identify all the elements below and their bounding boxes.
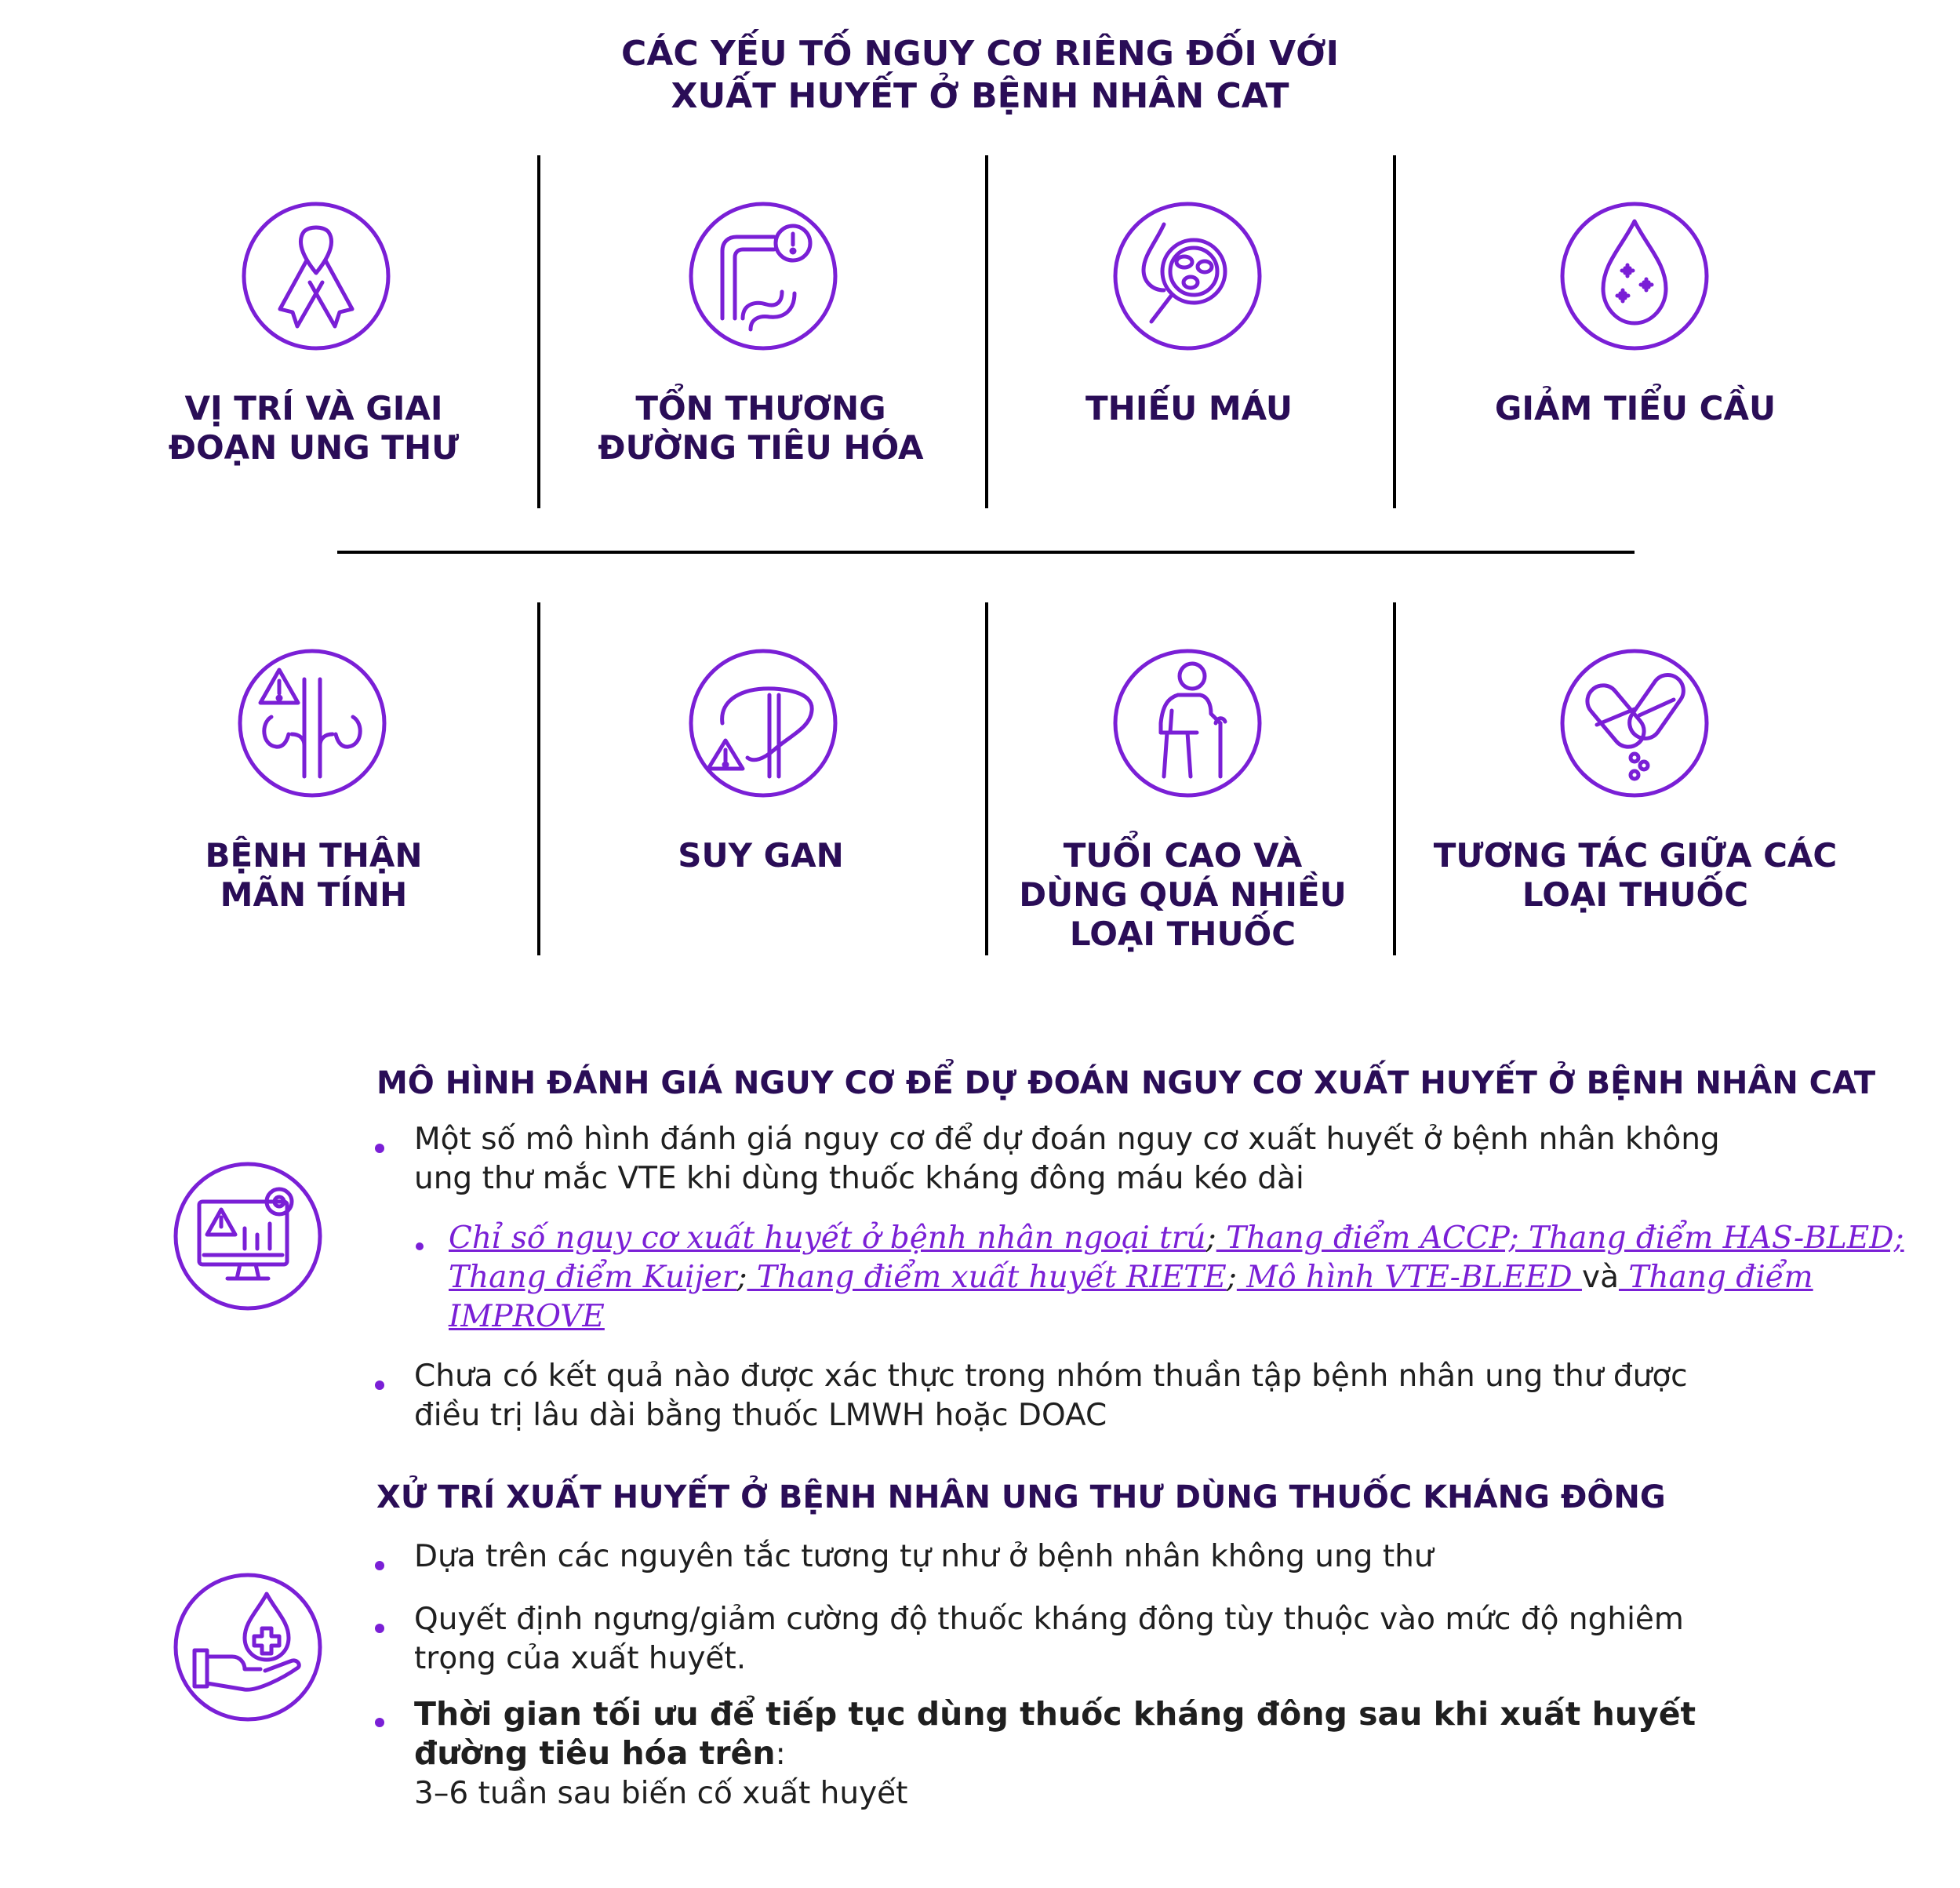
bullet-line: trọng của xuất huyết. bbox=[414, 1641, 747, 1676]
bullet-line-bold: Thời gian tối ưu để tiếp tục dùng thuốc kháng đông sau khi xuất huyết bbox=[414, 1695, 1696, 1733]
label-line: BỆNH THẬN bbox=[205, 836, 423, 875]
label-line: VỊ TRÍ VÀ GIAI bbox=[184, 389, 443, 427]
separator: ; bbox=[1226, 1260, 1237, 1295]
bullet-same-principles: Dựa trên các nguyên tắc tương tự như ở bệnh nhân không ung thư bbox=[414, 1539, 1434, 1574]
row-separator bbox=[337, 551, 1635, 554]
bullet-optimal-timing bbox=[414, 1694, 1904, 1813]
risk-factor-label bbox=[1396, 389, 1875, 428]
link-improve-score-cont[interactable]: IMPROVE bbox=[449, 1299, 605, 1334]
title-line-1: CÁC YẾU TỐ NGUY CƠ RIÊNG ĐỐI VỚI bbox=[621, 34, 1339, 74]
label-line: DÙNG QUÁ NHIỀU bbox=[1019, 875, 1347, 914]
link-kuijer-score[interactable]: Thang điểm Kuijer bbox=[449, 1260, 737, 1295]
link-vte-bleed[interactable]: Mô hình VTE-BLEED bbox=[1236, 1260, 1582, 1295]
label-line: TƯƠNG TÁC GIỮA CÁC bbox=[1433, 836, 1838, 875]
bullet-line: điều trị lâu dài bằng thuốc LMWH hoặc DOAC bbox=[414, 1398, 1107, 1433]
bullet-dot bbox=[375, 1144, 384, 1153]
liver-icon bbox=[688, 648, 838, 798]
bullet-dot bbox=[375, 1624, 384, 1633]
label-line: MÃN TÍNH bbox=[220, 875, 408, 914]
bullet-risk-models bbox=[414, 1120, 1904, 1199]
label-line: LOẠI THUỐC bbox=[1522, 875, 1749, 914]
conjunction: và bbox=[1581, 1260, 1619, 1295]
risk-factor-label bbox=[541, 389, 980, 467]
link-accp-has-bled[interactable]: Thang điểm ACCP; Thang điểm HAS-BLED; bbox=[1216, 1220, 1904, 1256]
link-improve-score[interactable]: Thang điểm bbox=[1618, 1260, 1813, 1295]
risk-factor-label bbox=[63, 389, 565, 467]
label-line: SUY GAN bbox=[678, 836, 844, 875]
risk-factor-label bbox=[988, 389, 1390, 428]
hand-blood-drop-icon bbox=[173, 1572, 323, 1722]
bullet-dot bbox=[375, 1381, 384, 1390]
bullet-line: Chưa có kết quả nào được xác thực trong nhóm thuần tập bệnh nhân ung thư được bbox=[414, 1359, 1688, 1394]
bullet-line-bold: đường tiêu hóa trên bbox=[414, 1734, 776, 1772]
bullet-stop-reduce bbox=[414, 1600, 1904, 1679]
bullet-dot bbox=[375, 1561, 384, 1570]
colon: : bbox=[775, 1737, 786, 1772]
platelet-drop-icon bbox=[1559, 201, 1710, 351]
label-line: ĐƯỜNG TIÊU HÓA bbox=[598, 428, 924, 467]
link-riete-score[interactable]: Thang điểm xuất huyết RIETE bbox=[747, 1260, 1227, 1295]
risk-score-links bbox=[449, 1219, 1907, 1337]
ribbon-icon bbox=[241, 201, 391, 351]
separator: ; bbox=[1205, 1220, 1216, 1256]
bullet-line: ung thư mắc VTE khi dùng thuốc kháng đông máu kéo dài bbox=[414, 1161, 1304, 1196]
section-heading-risk-models: MÔ HÌNH ĐÁNH GIÁ NGUY CƠ ĐỂ DỰ ĐOÁN NGUY CƠ XUẤT HUYẾT Ở BỆNH NHÂN CAT bbox=[376, 1065, 1876, 1101]
blood-cells-magnifier-icon bbox=[1112, 201, 1263, 351]
risk-factor-label bbox=[541, 836, 980, 875]
bullet-line: Quyết định ngưng/giảm cường độ thuốc kháng đông tùy thuộc vào mức độ nghiêm bbox=[414, 1602, 1684, 1637]
separator: ; bbox=[736, 1260, 747, 1295]
pills-icon bbox=[1559, 648, 1710, 798]
link-outpatient-bleeding-risk-index[interactable]: Chỉ số nguy cơ xuất huyết ở bệnh nhân ngoại trú bbox=[449, 1220, 1206, 1256]
bullet-dot bbox=[375, 1718, 384, 1727]
elderly-person-icon bbox=[1112, 648, 1263, 798]
intestine-icon bbox=[688, 201, 838, 351]
bullet-line: Một số mô hình đánh giá nguy cơ để dự đoán nguy cơ xuất huyết ở bệnh nhân không bbox=[414, 1122, 1720, 1157]
bullet-not-validated bbox=[414, 1357, 1904, 1435]
label-line: TUỔI CAO VÀ bbox=[1063, 836, 1303, 875]
label-line: LOẠI THUỐC bbox=[1069, 915, 1296, 953]
title-line-2: XUẤT HUYẾT Ở BỆNH NHÂN CAT bbox=[671, 76, 1289, 116]
divider bbox=[985, 155, 988, 508]
risk-factor-label bbox=[988, 836, 1377, 954]
risk-factor-label bbox=[63, 836, 565, 915]
divider bbox=[1393, 155, 1396, 508]
sub-bullet-dot bbox=[416, 1242, 424, 1250]
kidney-icon bbox=[237, 648, 387, 798]
page-title bbox=[0, 33, 1960, 118]
bullet-line: 3–6 tuần sau biến cố xuất huyết bbox=[414, 1776, 908, 1811]
risk-factor-label bbox=[1396, 836, 1875, 915]
label-line: ĐOẠN UNG THƯ bbox=[168, 428, 460, 467]
label-line: THIẾU MÁU bbox=[1085, 389, 1293, 427]
label-line: TỔN THƯƠNG bbox=[635, 389, 886, 427]
section-heading-bleeding-management: XỬ TRÍ XUẤT HUYẾT Ở BỆNH NHÂN UNG THƯ DÙNG THUỐC KHÁNG ĐÔNG bbox=[376, 1479, 1666, 1515]
risk-model-monitor-icon bbox=[173, 1161, 323, 1311]
label-line: GIẢM TIỂU CẦU bbox=[1494, 389, 1776, 427]
